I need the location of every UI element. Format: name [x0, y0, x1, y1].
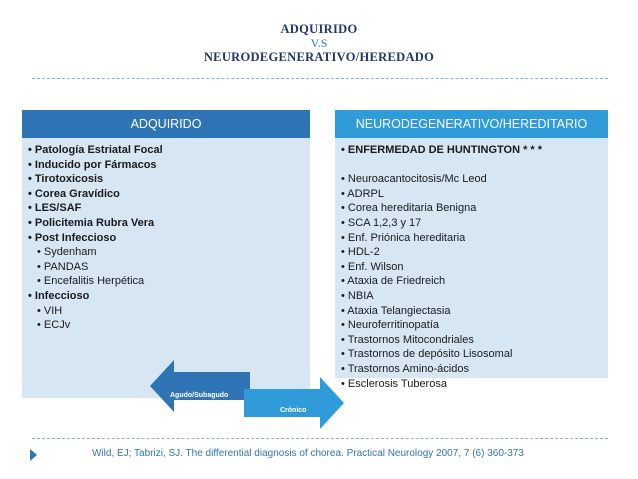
- acquired-header: ADQUIRIDO: [22, 110, 310, 138]
- list-item: • Corea hereditaria Benigna: [341, 202, 477, 215]
- acquired-column: [22, 110, 310, 398]
- list-spacer: [341, 158, 602, 173]
- list-item: • Neuroacantocitosis/Mc Leod: [341, 173, 487, 186]
- neurodegenerative-column: [335, 110, 608, 390]
- list-item: • Inducido por Fármacos: [28, 158, 157, 171]
- list-item: • Trastornos Amino-ácidos: [341, 362, 469, 375]
- title-line-3: NEURODEGENERATIVO/HEREDADO: [203, 50, 435, 64]
- list-item: • ECJv: [37, 319, 71, 332]
- acute-arrow-label: Agudo/Subagudo: [170, 392, 229, 399]
- list-item: • Corea Gravídico: [28, 187, 120, 200]
- list-item: • NBIA: [341, 289, 374, 302]
- chronic-arrow-label: Crónico: [280, 407, 307, 414]
- top-divider: [32, 78, 608, 79]
- list-item: • ADRPL: [341, 187, 384, 200]
- title-line-1: ADQUIRIDO: [280, 22, 358, 36]
- chronic-arrow-shape: [244, 375, 344, 431]
- list-item: • Policitemia Rubra Vera: [28, 216, 155, 229]
- list-item: • VIH: [37, 304, 63, 317]
- list-item: • Tirotoxicosis: [28, 173, 104, 186]
- list-item: • Patología Estriatal Focal: [28, 144, 163, 156]
- citation-text: Wild, EJ; Tabrizi, SJ. The differential diagnosis of chorea. Practical Neurology 2007, 7 (6) 360-373: [92, 448, 524, 459]
- list-item: • LES/SAF: [28, 202, 82, 215]
- chevron-right-icon: [30, 449, 37, 461]
- list-item: • Ataxia Telangiectasia: [341, 304, 451, 317]
- bottom-divider: [32, 438, 608, 439]
- list-item: • Ataxia de Friedreich: [341, 275, 446, 288]
- list-item: • ENFERMEDAD DE HUNTINGTON * * *: [341, 144, 543, 156]
- list-item: • PANDAS: [37, 260, 89, 273]
- list-item: • Esclerosis Tuberosa: [341, 377, 447, 390]
- list-item: • Trastornos Mitocondriales: [341, 333, 474, 346]
- slide-title: [0, 22, 638, 64]
- title-line-2: V.S: [310, 36, 328, 50]
- acute-arrow-shape: [150, 358, 250, 414]
- list-item: • Neuroferritinopatía: [341, 319, 440, 332]
- neurodegenerative-list: [335, 138, 608, 390]
- list-item: • Enf. Priónica hereditaria: [341, 231, 466, 244]
- list-item: • Sydenham: [37, 246, 97, 259]
- list-item: • Infeccioso: [28, 289, 90, 302]
- neurodegenerative-header: NEURODEGENERATIVO/HEREDITARIO: [335, 110, 608, 138]
- list-item: • Trastornos de depósito Lisosomal: [341, 348, 513, 361]
- list-item: • Post Infeccioso: [28, 231, 117, 244]
- list-item: • HDL-2: [341, 246, 380, 259]
- list-item: • Enf. Wilson: [341, 260, 404, 273]
- list-item: • Encefalitis Herpética: [37, 275, 145, 288]
- list-item: • SCA 1,2,3 y 17: [341, 216, 422, 229]
